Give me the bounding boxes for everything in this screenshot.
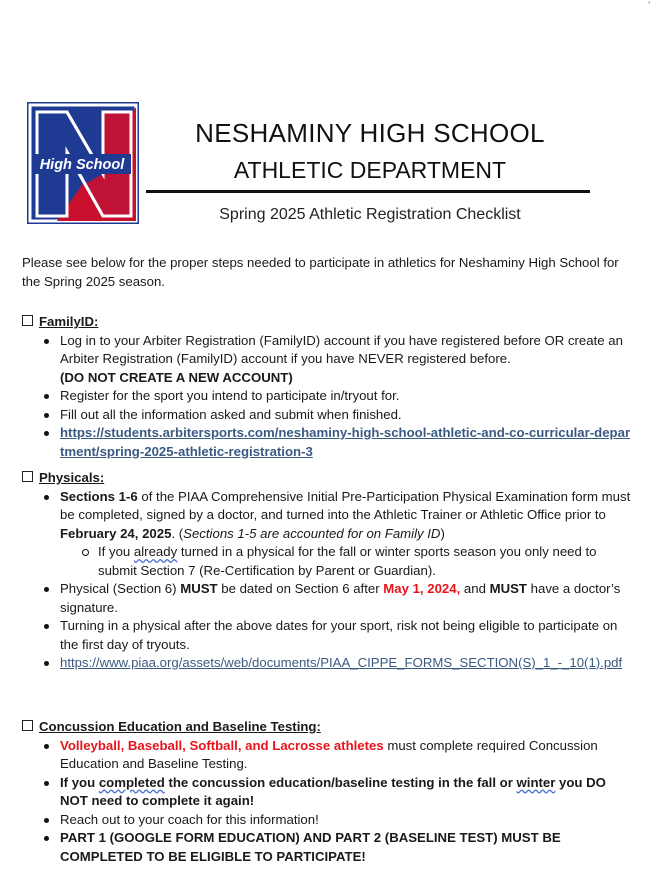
- corner-mark: ': [648, 0, 650, 10]
- list-item: [22, 774, 632, 811]
- familyid-heading-row: [22, 313, 632, 332]
- concussion-list: [22, 737, 632, 867]
- sub-item-text: If you: [98, 544, 134, 559]
- physicals-checkbox[interactable]: [22, 471, 33, 482]
- familyid-heading: FamilyID:: [39, 314, 99, 329]
- familyid-section: [22, 313, 632, 461]
- physicals-heading: Physicals:: [39, 470, 105, 485]
- header-rule: [146, 190, 590, 193]
- list-item: [22, 654, 632, 673]
- physicals-section: [22, 469, 632, 673]
- list-item: Fill out all the information asked and submit when finished.: [22, 406, 632, 425]
- concussion-item-1-text: must complete required Concussion Education and Baseline Testing.: [60, 737, 598, 771]
- deadline-date: February 24, 2025: [60, 525, 172, 541]
- concussion-checkbox[interactable]: [22, 720, 33, 731]
- list-item: Reach out to your coach for this information!: [22, 811, 632, 830]
- neshaminy-logo: [27, 102, 139, 224]
- must-text: MUST: [180, 581, 218, 596]
- familyid-item-1-warning: (DO NOT CREATE A NEW ACCOUNT): [60, 369, 293, 385]
- concussion-heading: Concussion Education and Baseline Testing:: [39, 719, 321, 734]
- list-item: Register for the sport you intend to participate in/tryout for.: [22, 387, 632, 406]
- winter-word: winter: [516, 774, 556, 790]
- intro-paragraph: Please see below for the proper steps needed to participate in athletics for Neshaminy High School for the Spring 2025 season.: [22, 255, 619, 289]
- list-item: [22, 737, 632, 774]
- date-highlight: May 1, 2024,: [383, 581, 461, 596]
- familyid-checkbox[interactable]: [22, 315, 33, 326]
- list-item: [22, 580, 632, 617]
- school-title: NESHAMINY HIGH SCHOOL: [195, 118, 545, 148]
- sections-1-6-text: Sections 1-6: [60, 488, 138, 504]
- sports-highlight: Volleyball, Baseball, Softball, and Lacrosse athletes: [60, 737, 384, 753]
- physicals-list: [22, 488, 632, 673]
- list-item: [22, 488, 632, 581]
- list-item: [22, 424, 632, 461]
- concussion-section: [22, 718, 632, 866]
- physicals-heading-row: [22, 469, 632, 488]
- department-title: ATHLETIC DEPARTMENT: [233, 157, 507, 183]
- arbiter-registration-link[interactable]: https://students.arbitersports.com/neshaminy-high-school-athletic-and-co-curricular-department/spring-2025-athletic-registration-3: [60, 425, 631, 459]
- punctuation: ): [440, 525, 445, 541]
- punctuation: . (: [171, 525, 184, 541]
- physicals-item-2-text: Physical (Section 6): [60, 581, 181, 596]
- checklist-subtitle: Spring 2025 Athletic Registration Checklist: [219, 206, 521, 223]
- physicals-item-1-text: of the PIAA Comprehensive Initial Pre-Participation Physical Examination form must be completed, signed by a doctor, and turned into the Athletic Trainer or Athletic Office prior to: [60, 488, 631, 522]
- list-item: [22, 332, 632, 388]
- list-item: [60, 543, 632, 580]
- must-text: MUST: [489, 581, 527, 596]
- list-item: PART 1 (GOOGLE FORM EDUCATION) AND PART 2 (BASELINE TEST) MUST BE COMPLETED TO BE ELIGIBLE TO PARTICIPATE!: [22, 829, 632, 866]
- sub-item-highlight: already: [133, 544, 178, 559]
- concussion-item-2-text: If you: [60, 774, 99, 790]
- concussion-item-2-text: the concussion education/baseline testing in the fall or: [164, 774, 517, 790]
- logo-text: High School: [39, 157, 125, 173]
- list-item: Turning in a physical after the above dates for your sport, risk not being eligible to participate on the first day of tryouts.: [22, 617, 632, 654]
- physicals-sublist: [60, 543, 632, 580]
- concussion-heading-row: [22, 718, 632, 737]
- sub-item-text: turned in a physical for the fall or winter sports season you only need to submit Section 7 (Re-Certification by Parent or Guardian).: [98, 544, 597, 578]
- sections-note: Sections 1-5 are accounted for on Family ID: [183, 525, 441, 541]
- familyid-list: [22, 332, 632, 462]
- physicals-item-2-text: and: [460, 581, 490, 596]
- concussion-item-2-text: you DO NOT need to complete it again!: [60, 774, 606, 808]
- familyid-item-1-text: Log in to your Arbiter Registration (FamilyID) account if you have registered before OR create an Arbiter Registration (FamilyID) account if you have NEVER registered before.: [60, 332, 623, 366]
- piaa-physical-form-link[interactable]: https://www.piaa.org/assets/web/documents/PIAA_CIPPE_FORMS_SECTION(S)_1_-_10(1).pdf: [60, 655, 623, 670]
- physicals-item-2-text: be dated on Section 6 after: [217, 581, 384, 596]
- physicals-item-2-text: have a doctor’s signature.: [60, 581, 621, 615]
- completed-word: completed: [98, 774, 165, 790]
